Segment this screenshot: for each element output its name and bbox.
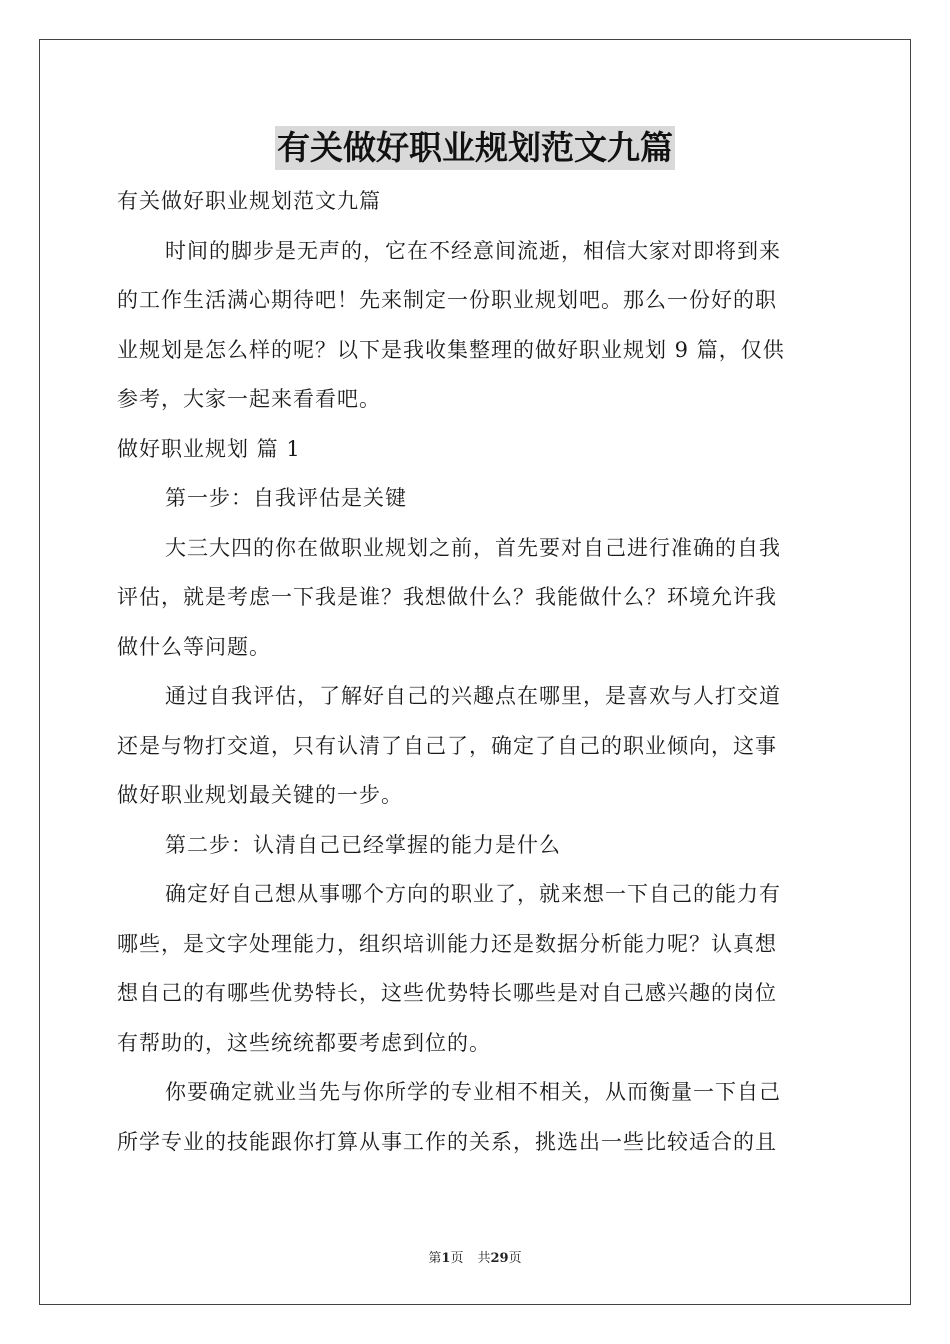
text-line: 第二步：认清自己已经掌握的能力是什么 bbox=[165, 832, 561, 857]
text-line: 做什么等问题。 bbox=[117, 634, 271, 659]
text-line: 的工作生活满心期待吧！先来制定一份职业规划吧。那么一份好的职 bbox=[117, 288, 777, 312]
total-prefix: 共 bbox=[477, 1251, 491, 1266]
text-line: 做好职业规划 篇 1 bbox=[117, 436, 301, 461]
total-pages: 29 bbox=[490, 1251, 509, 1266]
text-line: 做好职业规划最关键的一步。 bbox=[117, 783, 403, 807]
text-line: 有帮助的，这些统统都要考虑到位的。 bbox=[117, 1030, 491, 1055]
text-line: 时间的脚步是无声的，它在不经意间流逝，相信大家对即将到来 bbox=[165, 238, 781, 263]
text-line: 有关做好职业规划范文九篇 bbox=[117, 189, 381, 213]
text-line: 所学专业的技能跟你打算从事工作的关系，挑选出一些比较适合的且 bbox=[117, 1129, 777, 1154]
text-line: 参考，大家一起来看看吧。 bbox=[117, 387, 381, 411]
page-prefix: 第 bbox=[428, 1251, 442, 1266]
text-line: 哪些，是文字处理能力，组织培训能力还是数据分析能力呢？认真想 bbox=[117, 931, 777, 956]
text-line: 通过自我评估，了解好自己的兴趣点在哪里，是喜欢与人打交道 bbox=[165, 684, 781, 708]
page-suffix: 页 bbox=[450, 1251, 464, 1266]
text-line: 评估，就是考虑一下我是谁？我想做什么？我能做什么？环境允许我 bbox=[117, 585, 777, 609]
text-line: 业规划是怎么样的呢？以下是我收集整理的做好职业规划 9 篇，仅供 bbox=[117, 337, 785, 362]
document-body bbox=[117, 177, 833, 1167]
text-line: 确定好自己想从事哪个方向的职业了，就来想一下自己的能力有 bbox=[165, 882, 781, 906]
text-line: 第一步：自我评估是关键 bbox=[165, 486, 407, 510]
page-footer bbox=[0, 1247, 950, 1266]
text-line: 想自己的有哪些优势特长，这些优势特长哪些是对自己感兴趣的岗位 bbox=[117, 981, 777, 1005]
text-line: 大三大四的你在做职业规划之前，首先要对自己进行准确的自我 bbox=[165, 535, 781, 560]
document-title: 有关做好职业规划范文九篇 bbox=[275, 126, 675, 170]
text-line: 还是与物打交道，只有认清了自己了，确定了自己的职业倾向，这事 bbox=[117, 733, 777, 758]
total-suffix: 页 bbox=[508, 1251, 522, 1266]
text-line: 你要确定就业当先与你所学的专业相不相关，从而衡量一下自己 bbox=[165, 1080, 781, 1104]
page-number: 1 bbox=[441, 1251, 451, 1266]
title-container bbox=[0, 126, 950, 170]
